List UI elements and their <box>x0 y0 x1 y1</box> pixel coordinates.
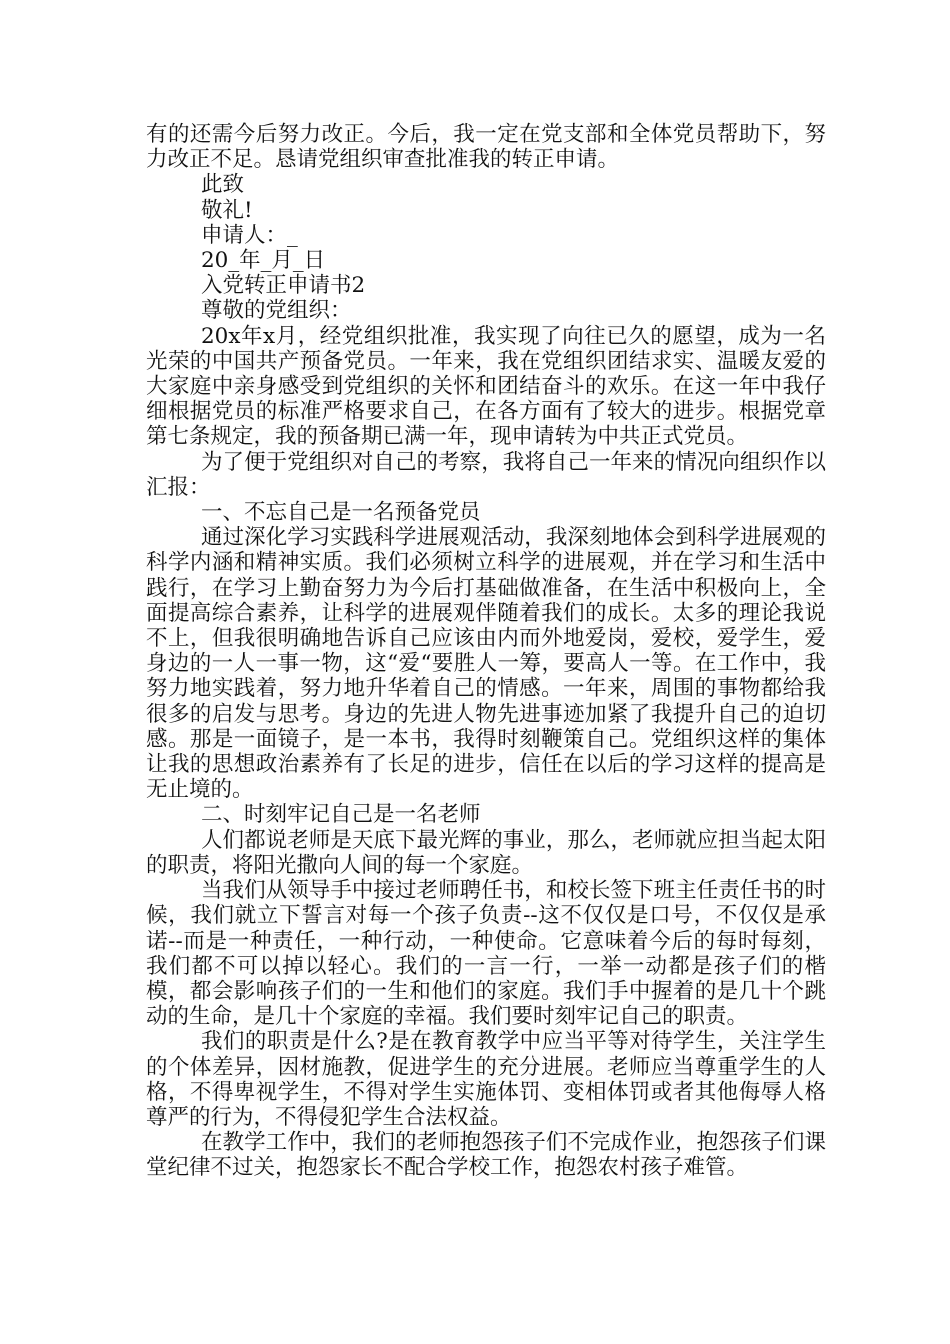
section-heading-2: 二、时刻牢记自己是一名老师 <box>201 802 481 828</box>
paragraph-report: 为了便于党组织对自己的考察，我将自己一年来的情况向组织作以汇报： <box>146 449 826 500</box>
paragraph-intro: 20x年x月，经党组织批准，我实现了向往已久的愿望，成为一名光荣的中国共产预备党员。一年来，我在党组织团结求实、温暖友爱的大家庭中亲身感受到党组织的关怀和团结奋斗的欢乐。在这一年中我仔细根据党员的标准严格要求自己，在各方面有了较大的进步。根据党章第七条规定，我的预备期已满一年，现申请转为中共正式党员。 <box>146 323 826 450</box>
section-heading-1: 一、不忘自己是一名预备党员 <box>201 500 481 526</box>
document-heading: 入党转正申请书2 <box>201 273 366 299</box>
paragraph-teacher: 人们都说老师是天底下最光辉的事业，那么，老师就应担当起太阳的职责，将阳光撒向人间的每一个家庭。 <box>146 827 826 878</box>
paragraph-closing-request: 有的还需今后努力改正。今后，我一定在党支部和全体党员帮助下，努力改正不足。恳请党组织审查批准我的转正申请。 <box>146 122 826 173</box>
applicant-line: 申请人：_ <box>201 222 298 248</box>
salutation: 尊敬的党组织： <box>201 298 352 324</box>
document-body <box>146 122 826 1181</box>
paragraph-responsibility: 当我们从领导手中接过老师聘任书，和校长签下班主任责任书的时候，我们就立下誓言对每一个孩子负责--这不仅仅是口号，不仅仅是承诺--而是一种责任，一种行动，一种使命。它意味着今后的每时每刻，我们都不可以掉以轻心。我们的一言一行，一举一动都是孩子们的楷模，都会影响孩子们的一生和他们的家庭。我们手中握着的是几十个跳动的生命，是几十个家庭的幸福。我们要时刻牢记自己的职责。 <box>146 878 826 1030</box>
closing-cizhi: 此致 <box>201 172 245 198</box>
date-line: 20_年_月_日 <box>201 248 326 274</box>
paragraph-study: 通过深化学习实践科学进展观活动，我深刻地体会到科学进展观的科学内涵和精神实质。我们必须树立科学的进展观，并在学习和生活中践行，在学习上勤奋努力为今后打基础做准备，在生活中积极向上，全面提高综合素养，让科学的进展观伴随着我们的成长。太多的理论我说不上，但我很明确地告诉自己应该由内而外地爱岗，爱校，爱学生，爱身边的一人一事一物，这“爱“要胜人一筹，要高人一等。在工作中，我努力地实践着，努力地升华着自己的情感。一年来，周围的事物都给我很多的启发与思考。身边的先进人物先进事迹加紧了我提升自己的迫切感。那是一面镜子，是一本书，我得时刻鞭策自己。党组织这样的集体让我的思想政治素养有了长足的进步，信任在以后的学习这样的提高是无止境的。 <box>146 525 826 803</box>
paragraph-complaints: 在教学工作中，我们的老师抱怨孩子们不完成作业，抱怨孩子们课堂纪律不过关，抱怨家长不配合学校工作，抱怨农村孩子难管。 <box>146 1130 826 1181</box>
paragraph-duty: 我们的职责是什么?是在教育教学中应当平等对待学生，关注学生的个体差异，因材施教，促进学生的充分进展。老师应当尊重学生的人格，不得卑视学生，不得对学生实施体罚、变相体罚或者其他侮辱人格尊严的行为，不得侵犯学生合法权益。 <box>146 1029 826 1130</box>
closing-jingli: 敬礼! <box>201 197 253 223</box>
